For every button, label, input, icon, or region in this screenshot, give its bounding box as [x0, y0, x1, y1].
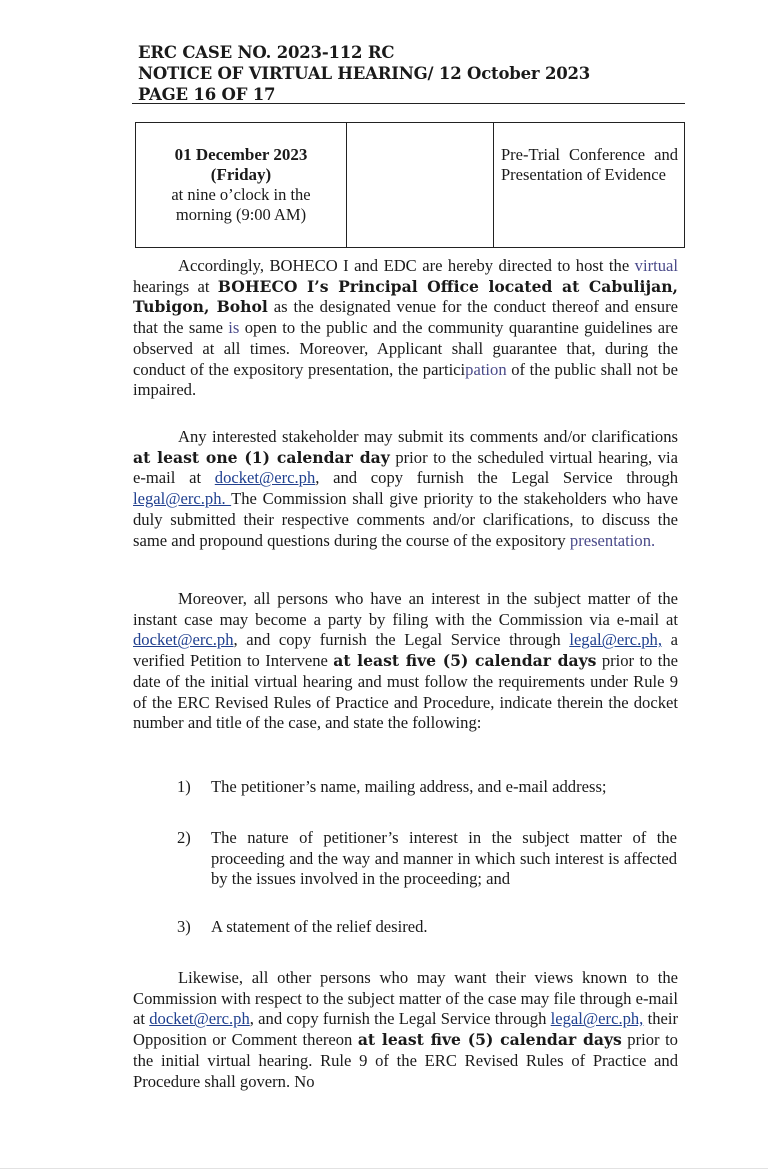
- table-row: [136, 123, 685, 248]
- paragraph-opposition: Likewise, all other persons who may want their views known to the Commission with respect to the subject matter of the case may file through e-mail at docket@erc.ph, and copy furnish the Legal Service through legal@erc.ph, their Opposition or Comment thereon at least five (5) calendar days prior to the initial virtual hearing. Rule 9 of the ERC Revised Rules of Practice and Procedure shall govern. No: [133, 968, 679, 1091]
- schedule-empty-cell: [347, 123, 494, 248]
- list-item: 1) The petitioner’s name, mailing address, and e-mail address;: [177, 777, 607, 796]
- docket-email-link[interactable]: docket@erc.ph: [133, 630, 234, 650]
- list-item: 2) The nature of petitioner’s interest in the subject matter of the proceeding and the way and manner in which such interest is affected by the issues involved in the proceeding; and: [177, 828, 677, 889]
- docket-email-link[interactable]: docket@erc.ph: [214, 468, 316, 488]
- schedule-time-line1: at nine o’clock in the: [171, 185, 311, 204]
- legal-email-link[interactable]: legal@erc.ph,: [550, 1009, 644, 1029]
- paragraph-venue: Accordingly, BOHECO I and EDC are hereby directed to host the virtual hearings at BOHECO I’s Principal Office located at Cabulijan, Tubigon, Bohol as the designated venue for the conduct thereof and ensure that the same is open to the public and the community quarantine guidelines are observed at all times. Moreover, Applicant shall guarantee that, during the conduct of the expository presentation, the participation of the public shall not be impaired.: [133, 256, 678, 400]
- legal-email-link[interactable]: legal@erc.ph.: [133, 489, 232, 509]
- notice-title: NOTICE OF VIRTUAL HEARING/ 12 October 2023: [138, 64, 591, 83]
- page-number: PAGE 16 OF 17: [138, 85, 276, 104]
- list-item: 3) A statement of the relief desired.: [177, 917, 428, 936]
- schedule-activity: Pre-Trial Conference and Presentation of Evidence: [494, 123, 685, 248]
- page-header: [138, 42, 683, 105]
- paragraph-comments: Any interested stakeholder may submit its comments and/or clarifications at least one (1) calendar day prior to the scheduled virtual hearing, via e-mail at docket@erc.ph, and copy furnish the Legal Service through legal@erc.ph. The Commission shall give priority to the stakeholders who have duly submitted their respective comments and/or clarifications, to discuss the same and propound questions during the course of the expository presentation.: [133, 427, 678, 550]
- paragraph-intervene: Moreover, all persons who have an interest in the subject matter of the instant case may become a party by filing with the Commission via e-mail at docket@erc.ph, and copy furnish the Legal Service through legal@erc.ph, a verified Petition to Intervene at least five (5) calendar days prior to the date of the initial virtual hearing and must follow the requirements under Rule 9 of the ERC Revised Rules of Practice and Procedure, indicate therein the docket number and title of the case, and state the following:: [133, 589, 679, 733]
- page-bottom-edge: [0, 1168, 768, 1169]
- schedule-date-cell: [136, 123, 347, 248]
- docket-email-link[interactable]: docket@erc.ph: [149, 1009, 250, 1029]
- schedule-time-line2: morning (9:00 AM): [175, 205, 307, 224]
- schedule-day: (Friday): [210, 165, 272, 184]
- header-divider: [132, 103, 685, 104]
- case-number: ERC CASE NO. 2023-112 RC: [138, 43, 395, 62]
- legal-email-link[interactable]: legal@erc.ph,: [569, 630, 663, 650]
- schedule-date: 01 December 2023: [174, 145, 308, 164]
- hearing-schedule-table: [135, 122, 685, 248]
